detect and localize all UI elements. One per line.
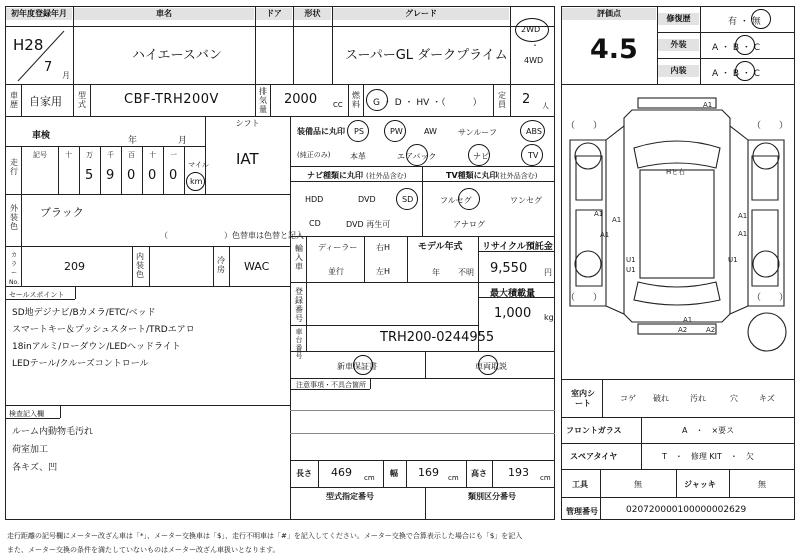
sales-point-line: SD地デジナビ/Bカメラ/ETC/ベッド	[12, 308, 156, 318]
equip-navi: ナビ	[473, 152, 489, 161]
sales-point-line: LEDテール/クルーズコントロール	[12, 359, 149, 369]
import-dealer: ディーラー	[318, 243, 358, 252]
equipment-title: 装備品に丸印	[297, 127, 345, 136]
navi-type-title: ナビ種類に丸印	[307, 171, 363, 180]
mileage-digit: 9	[106, 168, 115, 183]
shift-value: IAT	[236, 150, 259, 168]
notes-label: 注意事項・不具合箇所	[296, 381, 366, 389]
import-label: 輸入車	[295, 244, 303, 271]
interior-b-circle	[735, 61, 755, 81]
digit-header-hyaku: 百	[128, 151, 135, 159]
equip-aw: AW	[424, 127, 437, 136]
windshield-label: フロントガラス	[566, 426, 622, 435]
equip-tv: TV	[528, 151, 539, 160]
digit-header-ichi: 一	[170, 151, 177, 159]
tv-oem: (社外品含む)	[497, 172, 538, 180]
ac-value: WAC	[244, 260, 270, 273]
digit-header-10man: 十	[65, 151, 72, 159]
rating-value: 4.5	[590, 34, 638, 65]
svg-text:（ ）: （ ）	[566, 121, 603, 131]
first-registration-year: H28	[13, 36, 44, 54]
recycle-label: リサイクル預託金	[482, 242, 553, 252]
svg-text:（ ）: （ ）	[566, 293, 603, 303]
seat-option: キズ	[759, 394, 775, 403]
use-value: 自家用	[29, 95, 62, 108]
management-number-value: 020720000100000002629	[626, 505, 747, 515]
door-header: ドア	[256, 8, 292, 20]
footer-note-2: また、メーター交換の条件を満たしていないものはメーター改ざん車扱いとなります。	[7, 546, 280, 554]
navi-circle	[468, 144, 490, 166]
equip-ps: PS	[354, 127, 364, 136]
import-lh: 左H	[376, 267, 391, 276]
sales-point-line: スマートキー＆プッシュスタート/TRDエアロ	[12, 325, 195, 335]
mileage-digit: 5	[85, 168, 94, 183]
shape-header: 形状	[294, 8, 331, 20]
mileage-digit: 0	[127, 168, 136, 183]
length-value: 469	[331, 466, 352, 479]
sd-circle	[396, 188, 418, 210]
model-year-unknown: 不明	[458, 268, 474, 277]
manual-circle	[478, 355, 498, 375]
inspection-year-unit: 年	[128, 136, 138, 146]
capacity-label: 定員	[498, 91, 506, 109]
spare-tire-options: T ・ 修理 KIT ・ 欠	[662, 452, 754, 461]
use-label: 車歴	[10, 91, 18, 109]
navi-dvd-play: DVD 再生可	[346, 220, 391, 229]
capacity-value: 2	[522, 92, 531, 107]
ps-circle	[347, 120, 369, 142]
repair-options: 有 ・ 無	[728, 17, 761, 27]
month-unit: 月	[62, 71, 70, 80]
navi-cd: CD	[309, 219, 321, 228]
fuel-options: G ・ D ・ HV ・（ ）	[373, 98, 482, 108]
capacity-unit: 人	[542, 102, 549, 110]
exterior-label: 外装	[658, 39, 699, 51]
color-value: ブラック	[40, 206, 84, 219]
inspection-label: 車検	[32, 131, 51, 141]
abs-circle	[520, 120, 545, 142]
displacement-label: 排気量	[259, 87, 267, 114]
seat-option: 破れ	[653, 394, 669, 403]
tv-oneseg: ワンセグ	[510, 196, 542, 205]
fuel-circle	[366, 89, 388, 111]
length-label: 長さ	[296, 469, 312, 478]
damage-mark: U1	[626, 266, 636, 274]
tv-fullseg: フルセグ	[440, 196, 472, 205]
seat-label: 室内シート	[571, 389, 595, 408]
inspector-label: 検査記入欄	[9, 410, 44, 418]
new-warranty: 新車保証書	[337, 362, 377, 371]
digit-header-sen: 千	[107, 151, 114, 159]
equip-pw: PW	[390, 127, 403, 136]
displacement-value: 2000	[284, 92, 318, 107]
shift-label: シフト	[206, 118, 289, 130]
class-number-label: 類別区分番号	[468, 492, 516, 501]
repair-none-circle	[751, 9, 771, 29]
jack-label: ジャッキ	[684, 480, 716, 489]
load-label: 最大積載量	[490, 289, 536, 299]
interior-label: 内装	[658, 65, 699, 77]
rating-header: 評価点	[562, 8, 656, 20]
tv-type-title: TV種類に丸印	[446, 171, 498, 180]
chassis-label: 車台番号	[295, 328, 303, 360]
damage-mark: A1	[600, 231, 610, 239]
damage-mark: A2	[706, 326, 716, 334]
navi-hdd: HDD	[305, 195, 324, 204]
damage-mark: A1	[594, 210, 604, 218]
load-value: 1,000	[494, 306, 532, 321]
car-damage-diagram	[562, 86, 794, 376]
mileage-digit: 0	[148, 168, 157, 183]
interior-abc: A ・ B ・ C	[712, 69, 761, 79]
fullseg-circle	[458, 188, 480, 210]
recycle-value: 9,550	[490, 261, 528, 276]
navi-dvd: DVD	[358, 195, 376, 204]
vehicle-manual: 車両取説	[475, 362, 507, 371]
damage-mark: A1	[683, 316, 693, 324]
damage-mark: A1	[703, 101, 713, 109]
color-note: （ ）色替車は色替と記入	[160, 231, 304, 240]
model-year-unit: 年	[432, 268, 440, 277]
repair-label: 修復歴	[658, 13, 699, 25]
warranty-circle	[353, 355, 373, 375]
color-label: 外装色	[10, 204, 18, 231]
equip-abs: ABS	[526, 127, 542, 136]
mileage-label: 走行	[10, 158, 18, 176]
damage-mark: U1	[626, 256, 636, 264]
seat-option: 汚れ	[690, 394, 706, 403]
first-registration-header: 初年度登録年月	[6, 8, 72, 20]
chassis-value: TRH200-0244955	[380, 330, 495, 345]
tools-value: 無	[634, 480, 642, 489]
interior-color-label: 内装色	[136, 252, 144, 279]
tools-label: 工具	[572, 480, 588, 489]
digit-header-sign: 記号	[33, 151, 47, 159]
type-designation-label: 型式指定番号	[326, 492, 374, 501]
inspector-note: 荷室加工	[12, 445, 49, 455]
width-label: 幅	[390, 469, 398, 478]
sales-point-label: セールスポイント	[9, 291, 65, 299]
seat-option: コゲ	[620, 394, 636, 403]
damage-mark: A2	[678, 326, 688, 334]
seat-option: 穴	[730, 394, 738, 403]
equip-sunroof: サンルーフ	[458, 128, 497, 137]
equip-airbag: エアバック	[397, 152, 437, 161]
tv-analog: アナログ	[453, 220, 485, 229]
height-label: 高さ	[471, 469, 487, 478]
height-unit: cm	[540, 474, 551, 482]
car-name-header: 車名	[74, 8, 254, 20]
length-unit: cm	[364, 474, 375, 482]
spare-tire-label: スペアタイヤ	[570, 452, 618, 461]
drive-2wd: 2WD	[521, 25, 541, 34]
width-value: 169	[418, 466, 439, 479]
grade-header: グレード	[333, 8, 509, 20]
mileage-digit: 0	[169, 168, 178, 183]
import-rh: 右H	[376, 243, 391, 252]
height-value: 193	[508, 466, 529, 479]
color-no-label: カラーNo.	[9, 252, 19, 286]
inspector-note: 各キズ、凹	[12, 463, 58, 473]
sales-point-line: 18inアルミ/ローダウン/LEDヘッドライト	[12, 342, 181, 352]
damage-mark: A1	[738, 230, 748, 238]
fuel-label: 燃料	[352, 91, 360, 109]
first-registration-month: 7	[44, 60, 53, 75]
mile-unit: マイル	[188, 161, 209, 169]
svg-text:（ ）: （ ）	[752, 121, 789, 131]
inspector-note: ルーム内動物毛汚れ	[12, 427, 94, 437]
km-unit: km	[190, 177, 203, 186]
model-label: 型式	[78, 91, 86, 109]
damage-mark: A1	[612, 216, 622, 224]
drive-4wd: 4WD	[524, 56, 544, 65]
navi-sd: SD	[402, 195, 414, 204]
damage-mark: A1	[738, 212, 748, 220]
digit-header-man: 万	[86, 151, 93, 159]
exterior-abc: A ・ B ・ C	[712, 43, 761, 53]
pw-circle	[384, 120, 406, 142]
circle-2wd	[515, 18, 549, 42]
equipment-subtitle: (純正のみ)	[297, 151, 331, 159]
windshield-options: A ・ ×要ス	[682, 426, 735, 435]
color-no-value: 209	[64, 260, 85, 273]
recycle-yen: 円	[544, 268, 552, 277]
airbag-circle	[406, 144, 428, 166]
registration-label: 登録番号	[295, 287, 303, 323]
car-name-value: ハイエースバン	[132, 48, 222, 63]
load-kg: kg	[544, 313, 554, 322]
svg-text:（ ）: （ ）	[752, 293, 789, 303]
cc-unit: CC	[333, 101, 343, 109]
import-parallel: 並行	[328, 267, 344, 276]
tv-circle	[521, 144, 543, 166]
model-year-label: モデル年式	[418, 242, 463, 252]
model-value: CBF-TRH200V	[124, 92, 219, 107]
navi-oem: (社外品含む)	[366, 172, 407, 180]
grade-value: スーパーGL ダークプライム	[345, 48, 508, 63]
digit-header-juu: 十	[149, 151, 156, 159]
ac-label: 冷房	[217, 256, 225, 274]
inspection-month-unit: 月	[178, 136, 188, 146]
footer-note-1: 走行距離の記号欄にメーター改ざん車は「*」、メーター交換車は「$」、走行不明車は「#」を記入してください。メーター交換で合算表示した場合にも「$」を記入	[7, 532, 523, 540]
width-unit: cm	[448, 474, 459, 482]
jack-value: 無	[758, 480, 766, 489]
exterior-b-circle	[735, 35, 755, 55]
management-number-label: 管理番号	[566, 507, 598, 516]
equip-leather: 本革	[350, 152, 366, 161]
damage-mark: U1	[728, 256, 738, 264]
damage-mark: Hヒ右	[666, 168, 686, 176]
km-circle	[186, 172, 205, 191]
